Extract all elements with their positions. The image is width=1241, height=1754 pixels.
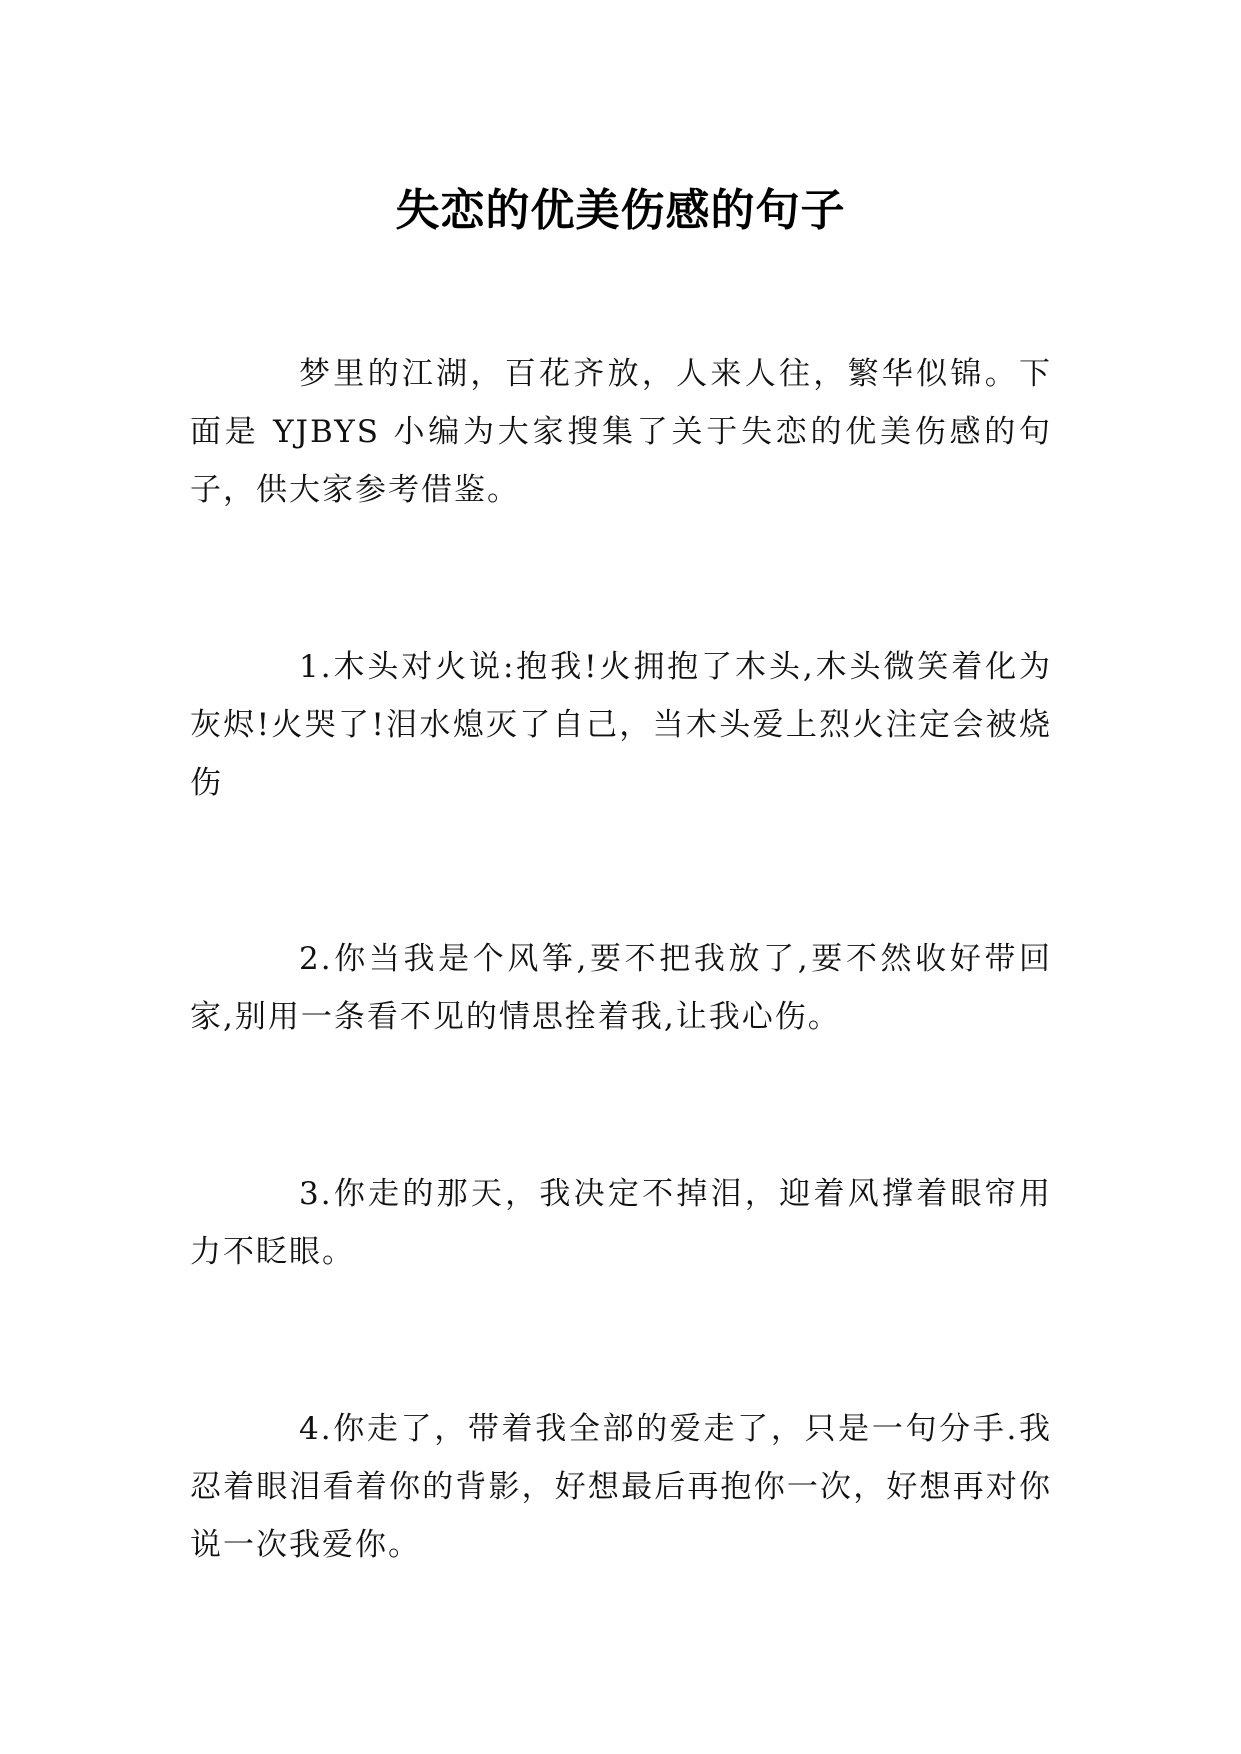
sentence-3-paragraph: 3.你走的那天，我决定不掉泪，迎着风撑着眼帘用力不眨眼。 (190, 1176, 1052, 1270)
sentence-2-paragraph: 2.你当我是个风筝,要不把我放了,要不然收好带回家,别用一条看不见的情思拴着我,让我心伤。 (190, 941, 1052, 1035)
sentence-4-paragraph: 4.你走了，带着我全部的爱走了，只是一句分手.我忍着眼泪看着你的背影，好想最后再抱你一次，好想再对你说一次我爱你。 (190, 1411, 1052, 1563)
document-title: 失恋的优美伤感的句子 (395, 185, 846, 237)
sentence-1-paragraph: 1.木头对火说:抱我!火拥抱了木头,木头微笑着化为灰烬!火哭了!泪水熄灭了自己，当木头爱上烈火注定会被烧伤 (190, 649, 1052, 801)
intro-paragraph: 梦里的江湖，百花齐放，人来人往，繁华似锦。下面是 YJBYS 小编为大家搜集了关于失恋的优美伤感的句子，供大家参考借鉴。 (190, 356, 1052, 508)
